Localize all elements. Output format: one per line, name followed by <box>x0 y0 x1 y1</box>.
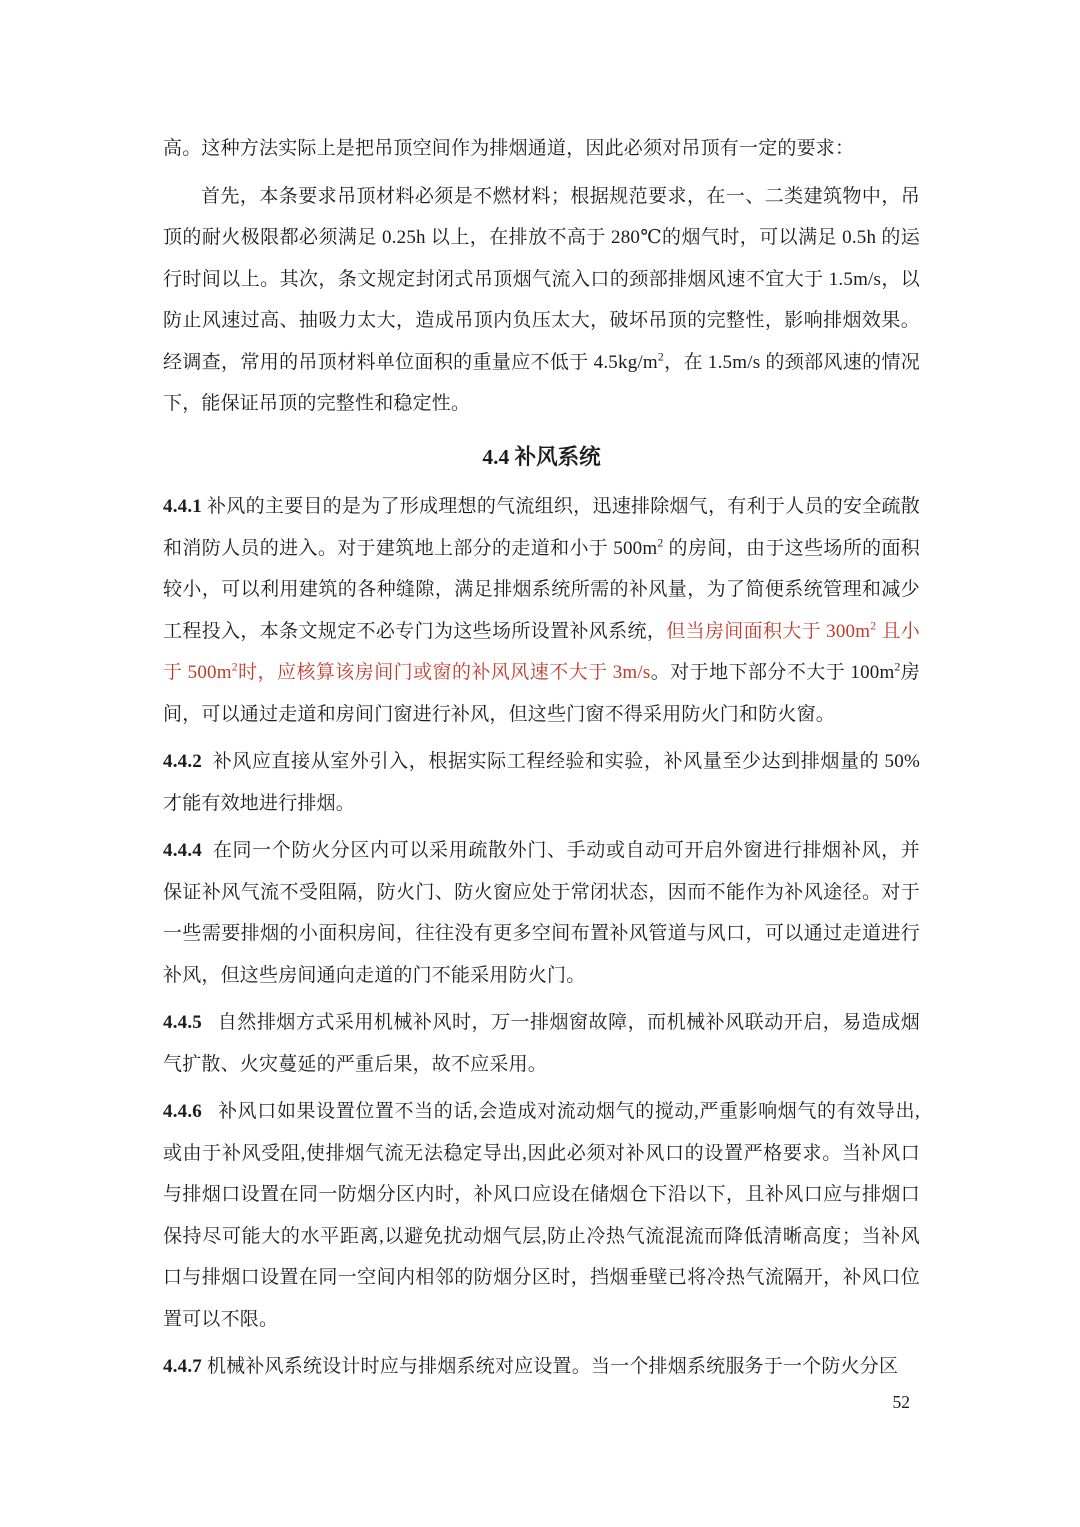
para-4-4-1-seg-0: 4.4.1 <box>163 496 202 517</box>
para-4-4-7 <box>163 1346 920 1388</box>
para-4-4-1-seg-8: 时，应核算该房间门或窗的补风风速不大于 3m/s <box>237 662 651 683</box>
para-ceiling-intro <box>163 128 920 170</box>
page-number: 52 <box>892 1392 910 1412</box>
para-4-4-1-seg-2: 2 <box>657 536 664 550</box>
para-4-4-4-seg-0: 4.4.4 <box>163 840 202 861</box>
para-ceiling-requirements <box>163 176 920 425</box>
heading-section-4-4 <box>163 437 920 479</box>
para-4-4-2 <box>163 741 920 824</box>
para-4-4-1-seg-10: 2 <box>894 660 901 674</box>
para-4-4-5-seg-1: 自然排烟方式采用机械补风时，万一排烟窗故障，而机械补风联动开启，易造成烟气扩散、火灾蔓延的严重后果，故不应采用。 <box>163 1012 920 1075</box>
para-4-4-7-seg-1: 机械补风系统设计时应与排烟系统对应设置。当一个排烟系统服务于一个防火分区 <box>202 1356 899 1377</box>
para-4-4-1 <box>163 486 920 735</box>
para-4-4-1-seg-7: 2 <box>231 660 238 674</box>
para-4-4-4-seg-1: 在同一个防火分区内可以采用疏散外门、手动或自动可开启外窗进行排烟补风，并保证补风气流不受阻隔，防火门、防火窗应处于常闭状态，因而不能作为补风途径。对于一些需要排烟的小面积房间，往往没有更多空间布置补风管道与风口，可以通过走道进行补风，但这些房间通向走道的门不能采用防火门。 <box>163 840 920 986</box>
para-4-4-5 <box>163 1002 920 1085</box>
para-ceiling-requirements-seg-1: 2 <box>657 350 664 364</box>
heading-section-4-4-seg-0: 4.4 补风系统 <box>482 444 601 469</box>
document-body <box>163 128 920 1394</box>
para-4-4-1-seg-9: 。对于地下部分不大于 100m <box>650 662 895 683</box>
para-4-4-7-seg-0: 4.4.7 <box>163 1356 202 1377</box>
para-4-4-1-seg-5: 2 <box>870 619 877 633</box>
para-ceiling-requirements-seg-2: ，在 1.5m/s 的颈部风速的情况下，能保证吊顶的完整性和稳定性。 <box>163 351 920 414</box>
para-4-4-6 <box>163 1091 920 1340</box>
para-4-4-4 <box>163 830 920 996</box>
para-4-4-6-seg-1: 补风口如果设置位置不当的话,会造成对流动烟气的搅动,严重影响烟气的有效导出,或由于补风受阻,使排烟气流无法稳定导出,因此必须对补风口的设置严格要求。当补风口与排烟口设置在同一防烟分区内时，补风口应设在储烟仓下沿以下，且补风口应与排烟口保持尽可能大的水平距离,以避免扰动烟气层,防止冷热气流混流而降低清晰高度；当补风口与排烟口设置在同一空间内相邻的防烟分区时，挡烟垂壁已将冷热气流隔开，补风口位置可以不限。 <box>163 1101 920 1330</box>
para-4-4-1-seg-1: 补风的主要目的是为了形成理想的气流组织，迅速排除烟气，有利于人员的安全疏散和消防人员的进入。对于建筑地上部分的走道和小于 500m <box>163 496 920 559</box>
para-4-4-2-seg-1: 补风应直接从室外引入，根据实际工程经验和实验，补风量至少达到排烟量的 50%才能有效地进行排烟。 <box>163 751 920 814</box>
para-4-4-1-seg-3: 的房间，由于这些场所的面积较小，可以利用建筑的各种缝隙，满足排烟系统所需的补风量，为了简便系统管理和减少工程投入，本条文规定不必专门为这些场所设置补风系统， <box>163 537 920 642</box>
para-4-4-1-seg-4: 但当房间面积大于 300m <box>666 620 871 642</box>
para-ceiling-intro-seg-0: 高。这种方法实际上是把吊顶空间作为排烟通道，因此必须对吊顶有一定的要求： <box>163 138 855 159</box>
para-4-4-6-seg-0: 4.4.6 <box>163 1101 202 1122</box>
para-4-4-1-seg-11: 房间，可以通过走道和房间门窗进行补风，但这些门窗不得采用防火门和防火窗。 <box>163 662 921 725</box>
para-ceiling-requirements-seg-0: 首先，本条要求吊顶材料必须是不燃材料；根据规范要求，在一、二类建筑物中，吊顶的耐火极限都必须满足 0.25h 以上，在排放不高于 280℃的烟气时，可以满足 0.5h 的运行时间以上。其次，条文规定封闭式吊顶烟气流入口的颈部排烟风速不宜大于 1.5m/s，以防止风速过高、抽吸力太大，造成吊顶内负压太大，破坏吊顶的完整性，影响排烟效果。经调查，常用的吊顶材料单位面积的重量应不低于 4.5kg/m <box>163 185 920 373</box>
para-4-4-1-seg-6: 且小于 500m <box>163 620 921 683</box>
para-4-4-2-seg-0: 4.4.2 <box>163 751 202 772</box>
para-4-4-5-seg-0: 4.4.5 <box>163 1012 202 1033</box>
